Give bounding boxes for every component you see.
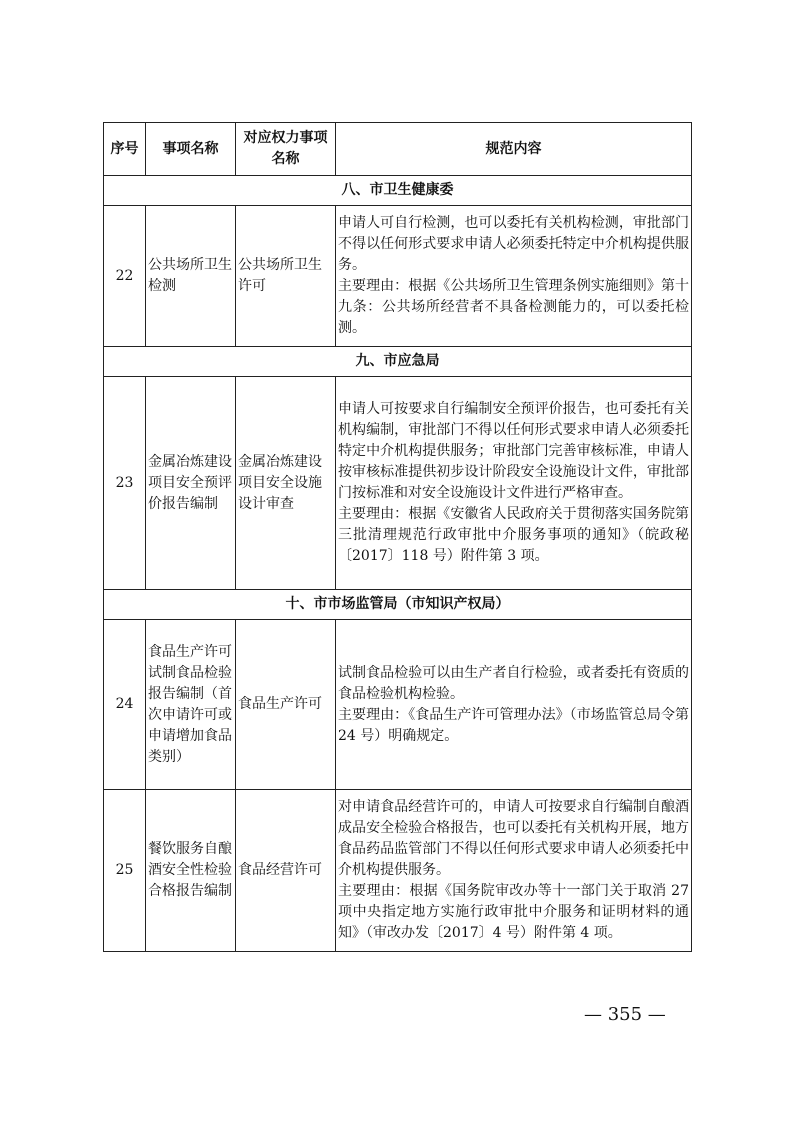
table-row — [104, 377, 692, 590]
section-row — [104, 176, 692, 206]
section-title: 八、市卫生健康委 — [104, 176, 692, 206]
content-paragraph: 申请人可按要求自行编制安全预评价报告，也可委托有关机构编制，审批部门不得以任何形式要求申请人必须委托特定中介机构提供服务；审批部门完善审核标准，申请人按审核标准提供初步设计阶段安全设施设计文件，审批部门按标准和对安全设施设计文件进行严格审查。 — [338, 401, 689, 501]
table-row — [104, 620, 692, 790]
header-serial-no: 序号 — [104, 123, 146, 176]
row-power-name: 食品经营许可 — [236, 790, 336, 952]
row-serial-no: 23 — [104, 377, 146, 590]
content-reason: 主要理由：根据《安徽省人民政府关于贯彻落实国务院第三批清理规范行政审批中介服务事项的通知》（皖政秘〔2017〕118 号）附件第 3 项。 — [338, 506, 689, 564]
content-reason: 主要理由：《食品生产许可管理办法》（市场监管总局令第 24 号）明确规定。 — [338, 706, 689, 744]
section-title: 十、市市场监管局（市知识产权局） — [104, 590, 692, 620]
section-row — [104, 590, 692, 620]
row-item-name: 公共场所卫生检测 — [146, 206, 236, 347]
table-header-row — [104, 123, 692, 176]
section-title: 九、市应急局 — [104, 347, 692, 377]
content-paragraph: 对申请食品经营许可的，申请人可按要求自行编制自酿酒成品安全检验合格报告，也可以委托有关机构开展，地方食品药品监管部门不得以任何形式要求申请人必须委托中介机构提供服务。 — [338, 799, 689, 878]
row-item-name: 食品生产许可试制食品检验报告编制（首次申请许可或申请增加食品类别） — [146, 620, 236, 790]
row-power-name: 金属冶炼建设项目安全设施设计审查 — [236, 377, 336, 590]
row-content — [336, 206, 692, 347]
content-paragraph: 试制食品检验可以由生产者自行检验，或者委托有资质的食品检验机构检验。 — [338, 664, 689, 702]
content-reason: 主要理由：根据《国务院审改办等十一部门关于取消 27 项中央指定地方实施行政审批中介服务和证明材料的通知》（审改办发〔2017〕4 号）附件第 4 项。 — [338, 883, 689, 941]
header-content: 规范内容 — [336, 123, 692, 176]
row-serial-no: 24 — [104, 620, 146, 790]
row-content — [336, 790, 692, 952]
section-row — [104, 347, 692, 377]
row-power-name: 公共场所卫生许可 — [236, 206, 336, 347]
content-paragraph: 申请人可自行检测，也可以委托有关机构检测，审批部门不得以任何形式要求申请人必须委托特定中介机构提供服务。 — [338, 215, 689, 273]
row-serial-no: 25 — [104, 790, 146, 952]
table-row — [104, 206, 692, 347]
row-serial-no: 22 — [104, 206, 146, 347]
row-content — [336, 620, 692, 790]
row-item-name: 金属冶炼建设项目安全预评价报告编制 — [146, 377, 236, 590]
regulation-table — [103, 122, 692, 952]
row-power-name: 食品生产许可 — [236, 620, 336, 790]
content-reason: 主要理由：根据《公共场所卫生管理条例实施细则》第十九条：公共场所经营者不具备检测能力的，可以委托检测。 — [338, 278, 689, 336]
header-power-item-name: 对应权力事项名称 — [236, 123, 336, 176]
header-item-name: 事项名称 — [146, 123, 236, 176]
page-number: — 355 — — [584, 1004, 666, 1025]
row-content — [336, 377, 692, 590]
row-item-name: 餐饮服务自酿酒安全性检验合格报告编制 — [146, 790, 236, 952]
table-row — [104, 790, 692, 952]
